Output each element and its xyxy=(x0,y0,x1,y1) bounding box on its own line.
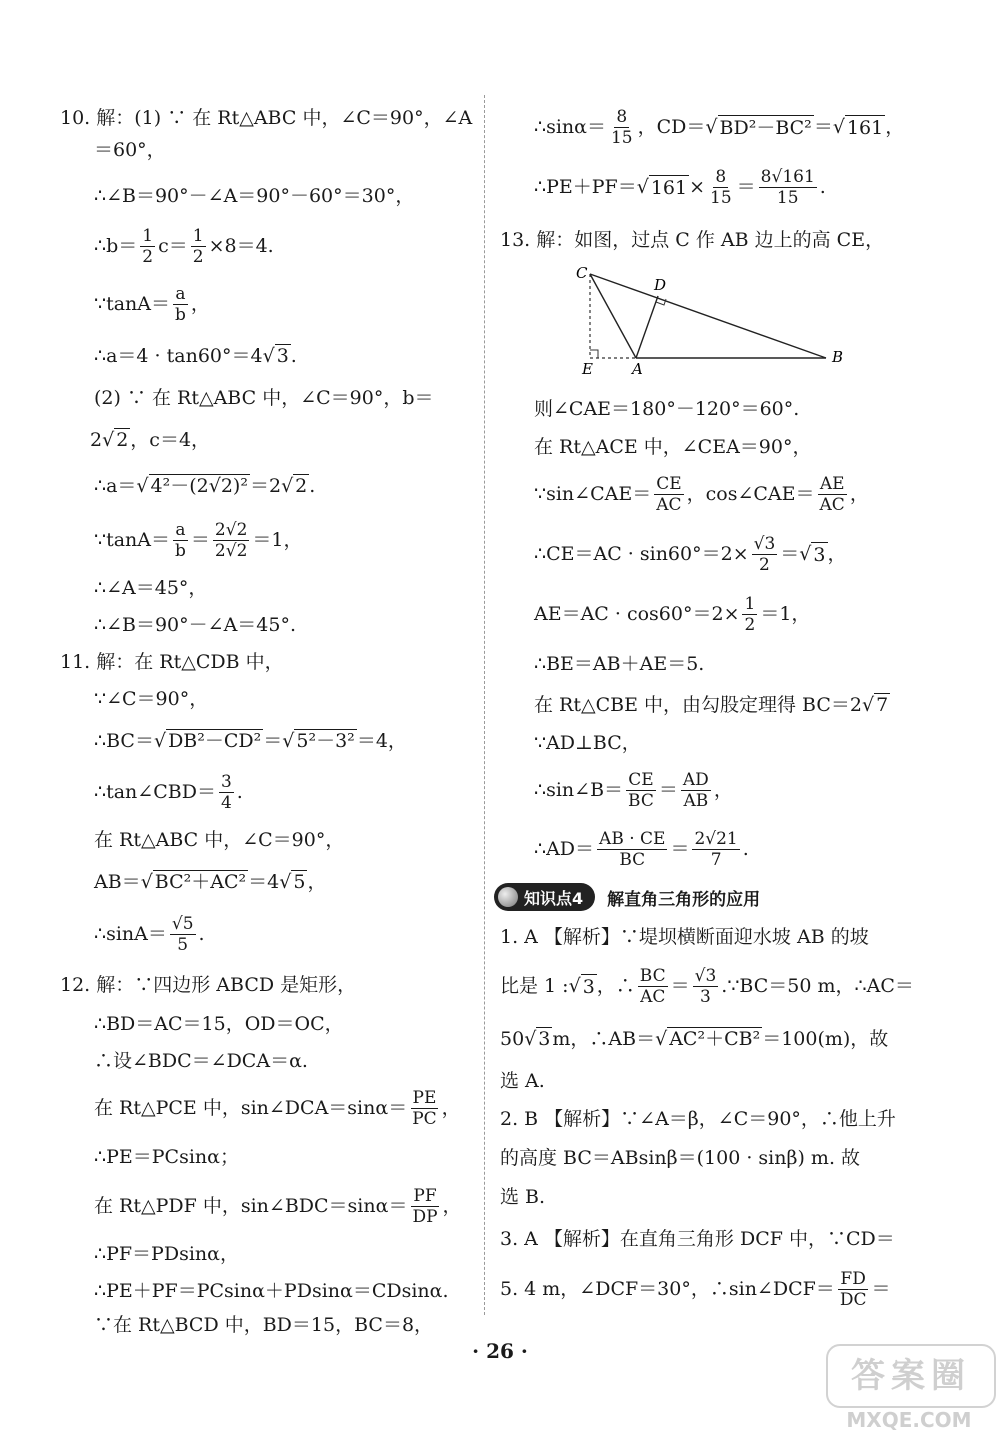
numerator: 2√21 xyxy=(694,828,738,849)
text: ∴sinα＝ xyxy=(534,116,606,138)
fraction xyxy=(609,107,635,148)
numerator: 8 xyxy=(715,166,727,187)
numerator: CE xyxy=(656,473,682,494)
triangle-diagram xyxy=(556,266,900,383)
text: .∵BC＝50 m，∴AC＝ xyxy=(721,975,914,997)
solution-12 xyxy=(60,964,465,1342)
fraction xyxy=(597,829,667,870)
denominator: b xyxy=(175,304,186,325)
denominator: DC xyxy=(839,1289,867,1310)
right-column xyxy=(500,98,914,1317)
denominator: AC xyxy=(819,494,845,515)
text: ∴a＝ xyxy=(94,475,137,497)
text: ＝ xyxy=(670,975,690,997)
fraction xyxy=(838,1269,869,1310)
text: ∵∠C＝90°， xyxy=(94,688,209,710)
section-title: 解直角三角形的应用 xyxy=(607,889,761,910)
label-a: A xyxy=(632,360,643,378)
radicand: 5²－3² xyxy=(296,730,355,752)
text: ∴∠B＝90°－∠A＝45°. xyxy=(94,614,297,636)
label-e: E xyxy=(582,360,593,378)
numerator: CE xyxy=(628,769,654,790)
denominator: 5 xyxy=(177,934,189,955)
label-d: D xyxy=(654,276,667,294)
text: 的高度 BC＝ABsinβ＝(100 · sinβ) m. 故 xyxy=(500,1147,861,1169)
text: ， xyxy=(885,116,905,138)
solution-13: 13. 解：如图，过点 C 作 AB 边上的高 CE， C D E A B 则∠CAE＝180°－120°＝60°. 在 Rt△ACE 中，∠CEA＝90°， ∵sin∠CAE＝ $\frac{CE}{AC}$ ，cos∠CAE＝ $\frac{AE}{AC}$ ， ∴CE＝AC · sin60°＝2× $\frac{√3}{2}$ ＝ √ 3 ， AE＝AC · cos60°＝2× $\frac{1}{2}$ ＝1， ∴BE＝AB＋AE＝5. 在 Rt△CBE 中，由勾股定理得 BC＝2√ 7 ∵AD⊥BC， ∴sin∠B＝ $\frac{CE}{BC}$ ＝ $\frac{AD}{AB}$ ， ∴AD＝ $\frac{AB \cdot CE}{BC}$ ＝ $\frac{2√21}{7}$ . xyxy=(500,218,900,879)
text: 在 Rt△PDF 中，sin∠BDC＝sinα＝ xyxy=(94,1195,408,1217)
text: ＝100(m)，故 xyxy=(762,1028,889,1050)
text: ∵sin∠CAE＝ xyxy=(534,483,652,505)
radicand: 3 xyxy=(538,1028,551,1050)
numerator: AB · CE xyxy=(599,828,666,849)
text: . xyxy=(309,475,316,497)
solution-12-continued: ∴sinα＝ $\frac{8}{15}$ ，CD＝ √ BD²－BC² ＝ √ 161 ， ∴PE＋PF＝ √ 161 × $\frac{8}{15}$ ＝ $\frac{8√161}{15}$ . xyxy=(534,106,905,208)
text: ＝ xyxy=(658,779,678,801)
text: ， xyxy=(441,1097,461,1119)
numerator: 8√161 xyxy=(760,166,815,187)
text: . xyxy=(290,345,297,367)
text: ，CD＝ xyxy=(637,116,706,138)
text: ， xyxy=(827,543,847,565)
text: 在 Rt△PCE 中，sin∠DCA＝sinα＝ xyxy=(94,1097,408,1119)
segment-ad xyxy=(636,296,658,358)
radicand: 3 xyxy=(813,543,826,566)
answer-3 xyxy=(500,1217,900,1317)
denominator: 15 xyxy=(710,187,732,208)
numerator: 1 xyxy=(744,593,756,614)
denominator: BC xyxy=(619,849,646,870)
denominator: 15 xyxy=(610,127,633,148)
text: ， xyxy=(307,871,327,893)
label-c: C xyxy=(576,266,588,282)
text: ＝4 xyxy=(248,871,280,893)
text: ＝ xyxy=(670,838,690,860)
denominator: 2√2 xyxy=(214,540,248,561)
text: ∴PE＋PF＝ xyxy=(534,176,637,198)
fraction xyxy=(708,167,734,208)
radicand: 5 xyxy=(293,871,306,893)
text: ∴a＝4 · tan60°＝4 xyxy=(94,345,263,367)
text: ，∴ xyxy=(596,975,635,997)
text: ∴BD＝AC＝15，OD＝OC， xyxy=(94,1013,344,1035)
text: × xyxy=(689,176,706,198)
fraction xyxy=(681,770,711,811)
numerator: a xyxy=(175,283,186,304)
denominator: 3 xyxy=(700,986,711,1007)
text: ∴CE＝AC · sin60°＝2× xyxy=(534,543,749,565)
text: c＝ xyxy=(158,235,188,257)
text: . xyxy=(819,176,826,198)
radicand: 161 xyxy=(846,116,884,139)
numerator: a xyxy=(175,519,186,540)
text: . xyxy=(742,838,749,860)
text: ， xyxy=(713,779,733,801)
denominator: 4 xyxy=(220,792,232,813)
fraction xyxy=(191,226,206,267)
fraction xyxy=(626,770,656,811)
fraction xyxy=(410,1186,439,1227)
numerator: √3 xyxy=(753,533,776,554)
triangle-figure xyxy=(556,266,856,378)
text: 在 Rt△CBE 中，由勾股定理得 BC＝2 xyxy=(534,694,862,716)
text: ∵AD⊥BC， xyxy=(534,732,641,754)
text: ∴设∠BDC＝∠DCA＝α. xyxy=(94,1050,308,1072)
numerator: 1 xyxy=(142,225,154,246)
radicand: 3 xyxy=(582,975,595,998)
fraction xyxy=(219,772,234,813)
text: ∴BE＝AB＋AE＝5. xyxy=(534,653,705,675)
right-angle-mark-e xyxy=(590,350,598,358)
denominator: b xyxy=(175,540,186,561)
label-b: B xyxy=(832,348,844,366)
text: ∴BC＝ xyxy=(94,730,154,752)
fraction xyxy=(140,226,155,267)
knowledge-point-badge xyxy=(494,883,595,911)
denominator: 15 xyxy=(776,187,799,208)
text: ∴∠A＝45°， xyxy=(94,577,208,599)
section-header xyxy=(494,883,900,911)
fraction xyxy=(742,594,757,635)
text: AE＝AC · cos60°＝2× xyxy=(534,603,740,625)
text: . xyxy=(198,923,205,945)
fraction xyxy=(759,167,817,208)
denominator: 2 xyxy=(759,554,770,575)
denominator: PC xyxy=(412,1108,437,1129)
text: ＝1， xyxy=(252,529,303,551)
page-number: · 26 · xyxy=(472,1339,528,1363)
text: ∴AD＝ xyxy=(534,838,595,860)
text: ∵在 Rt△BCD 中，BD＝15，BC＝8， xyxy=(94,1314,434,1336)
radicand: BC²＋AC² xyxy=(154,871,247,893)
text: ＝ xyxy=(813,116,833,138)
fraction xyxy=(692,829,739,870)
text: ＝60°， xyxy=(94,139,166,161)
denominator: 2 xyxy=(744,614,756,635)
fraction xyxy=(173,520,188,561)
text: (2) ∵ 在 Rt△ABC 中，∠C＝90°，b＝ xyxy=(94,387,434,409)
fraction xyxy=(638,966,668,1007)
ball-icon xyxy=(498,887,518,907)
text: 10. 解：(1) ∵ 在 Rt△ABC 中，∠C＝90°，∠A xyxy=(60,107,473,129)
numerator: BC xyxy=(639,965,666,986)
radicand: 2 xyxy=(116,429,129,451)
text: 在 Rt△ABC 中，∠C＝90°， xyxy=(94,829,345,851)
badge-label: 知识点4 xyxy=(524,888,584,908)
fraction xyxy=(752,534,778,575)
text: ＝ xyxy=(736,176,756,198)
text: ∴sin∠B＝ xyxy=(534,779,624,801)
radicand: 7 xyxy=(876,694,889,716)
text: 2 xyxy=(90,429,103,451)
numerator: FD xyxy=(840,1268,866,1289)
text: 在 Rt△ACE 中，∠CEA＝90°， xyxy=(534,436,812,458)
answer-1: 1. A 【解析】∵堤坝横断面迎水坡 AB 的坡 比是 1 : √ 3 ，∴ $\frac{BC}{AC}$ ＝ $\frac{√3}{3}$ .∵BC＝50 m，∴AC＝ 50√ 3 m，∴AB＝√ AC²＋CB² ＝100(m)，故 选 A. xyxy=(500,926,914,1092)
numerator: √3 xyxy=(694,965,717,986)
text: 选 B. xyxy=(500,1186,546,1208)
numerator: AE xyxy=(819,473,845,494)
solution-11: 11. 解：在 Rt△CDB 中， ∵∠C＝90°， ∴BC＝√ DB²－CD² ＝√ 5²－3² ＝4， ∴tan∠CBD＝ $\frac{3}{4}$ . 在 Rt△ABC 中，∠C＝90°， AB＝√ BC²＋AC² ＝4√ 5 ， ∴sinA＝ $\frac{√5}{5}$ . xyxy=(60,651,407,955)
numerator: AD xyxy=(682,769,709,790)
text: ＝ xyxy=(871,1278,891,1300)
fraction xyxy=(818,474,847,515)
text: ＝ xyxy=(780,543,800,565)
denominator: BC xyxy=(628,790,654,811)
text: 5. 4 m，∠DCF＝30°，∴sin∠DCF＝ xyxy=(500,1278,835,1300)
text: . xyxy=(236,781,243,803)
solution-10: 10. 解：(1) ∵ 在 Rt△ABC 中，∠C＝90°，∠A ＝60°， ∴∠B＝90°－∠A＝90°－60°＝30°， ∴b＝ $\frac{1}{2}$ c＝ $\frac{1}{2}$ ×8＝4. ∵tanA＝ $\frac{a}{b}$ ， ∴a＝4 · tan60°＝4√ 3 . (2) ∵ 在 Rt△ABC 中，∠C＝90°，b＝ 2√ 2 ，c＝4， ∴a＝√ 4²－(2√2)² ＝2√ 2 . ∵tanA＝ $\frac{a}{b}$ ＝ $\frac{2√2}{2√2}$ ＝1， ∴∠A＝45°， ∴∠B＝90°－∠A＝45°. xyxy=(60,107,473,636)
text: 选 A. xyxy=(500,1070,545,1092)
denominator: 2 xyxy=(142,246,154,267)
text: ∴tan∠CBD＝ xyxy=(94,781,216,803)
numerator: 1 xyxy=(192,225,204,246)
text: ∴PE＋PF＝PCsinα＋PDsinα＝CDsinα. xyxy=(94,1280,449,1302)
text: 2. B 【解析】∵∠A＝β，∠C＝90°，∴他上升 xyxy=(500,1108,896,1130)
numerator: √5 xyxy=(171,913,194,934)
text: ∴sinA＝ xyxy=(94,923,167,945)
fraction xyxy=(170,914,196,955)
radicand: 2 xyxy=(295,475,308,497)
watermark xyxy=(826,1344,992,1434)
answer-2 xyxy=(500,1099,900,1217)
text: 12. 解：∵四边形 ABCD 是矩形， xyxy=(60,974,357,996)
fraction xyxy=(693,966,719,1007)
fraction xyxy=(173,284,188,325)
side-ca xyxy=(590,274,636,358)
text: m，∴AB＝ xyxy=(552,1028,656,1050)
denominator: AC xyxy=(640,986,666,1007)
radicand: AC²＋CB² xyxy=(669,1028,761,1050)
text: ＝2 xyxy=(249,475,282,497)
text: ， xyxy=(849,483,869,505)
fraction xyxy=(410,1088,438,1129)
text: ＝4， xyxy=(356,730,407,752)
numerator: 2√2 xyxy=(214,519,248,540)
left-column xyxy=(60,98,473,1342)
fraction xyxy=(654,474,683,515)
text: ，c＝4， xyxy=(130,429,211,451)
watermark-site: MXQE.COM xyxy=(846,1408,972,1432)
text: ＝ xyxy=(263,730,283,752)
text: 3. A 【解析】在直角三角形 DCF 中，∵CD＝ xyxy=(500,1228,895,1250)
radicand: DB²－CD² xyxy=(168,730,262,752)
numerator: 8 xyxy=(616,106,628,127)
side-cb xyxy=(590,274,826,358)
fraction xyxy=(213,520,249,561)
radicand: 4²－(2√2)² xyxy=(150,475,248,497)
text: ，cos∠CAE＝ xyxy=(686,483,815,505)
text: 比是 1 : xyxy=(500,975,569,997)
denominator: 2 xyxy=(192,246,204,267)
watermark-logo: 答案圈 xyxy=(826,1344,996,1408)
radicand: 3 xyxy=(276,345,289,367)
text: ∴PE＝PCsinα； xyxy=(94,1146,239,1168)
radicand: BD²－BC² xyxy=(719,116,812,139)
text: AB＝ xyxy=(94,871,141,893)
text: ∴PF＝PDsinα， xyxy=(94,1243,239,1265)
text: 11. 解：在 Rt△CDB 中， xyxy=(60,651,284,673)
text: ∵tanA＝ xyxy=(94,529,171,551)
text: 则∠CAE＝180°－120°＝60°. xyxy=(534,398,800,420)
column-divider xyxy=(484,95,485,1315)
text: ∵tanA＝ xyxy=(94,293,171,315)
denominator: DP xyxy=(412,1206,438,1227)
text: ∴b＝ xyxy=(94,235,138,257)
radicand: 161 xyxy=(650,176,688,199)
text: ＝1， xyxy=(760,603,811,625)
denominator: AB xyxy=(683,790,709,811)
numerator: PF xyxy=(413,1185,437,1206)
numerator: 3 xyxy=(220,771,232,792)
text: ， xyxy=(442,1195,462,1217)
numerator: PE xyxy=(412,1087,437,1108)
text: 1. A 【解析】∵堤坝横断面迎水坡 AB 的坡 xyxy=(500,926,869,948)
text: ， xyxy=(190,293,210,315)
text: 13. 解：如图，过点 C 作 AB 边上的高 CE， xyxy=(500,229,885,251)
text: ×8＝4. xyxy=(208,235,274,257)
text: 50 xyxy=(500,1028,525,1050)
text: ∴∠B＝90°－∠A＝90°－60°＝30°， xyxy=(94,185,415,207)
denominator: AC xyxy=(656,494,682,515)
denominator: 7 xyxy=(710,849,722,870)
